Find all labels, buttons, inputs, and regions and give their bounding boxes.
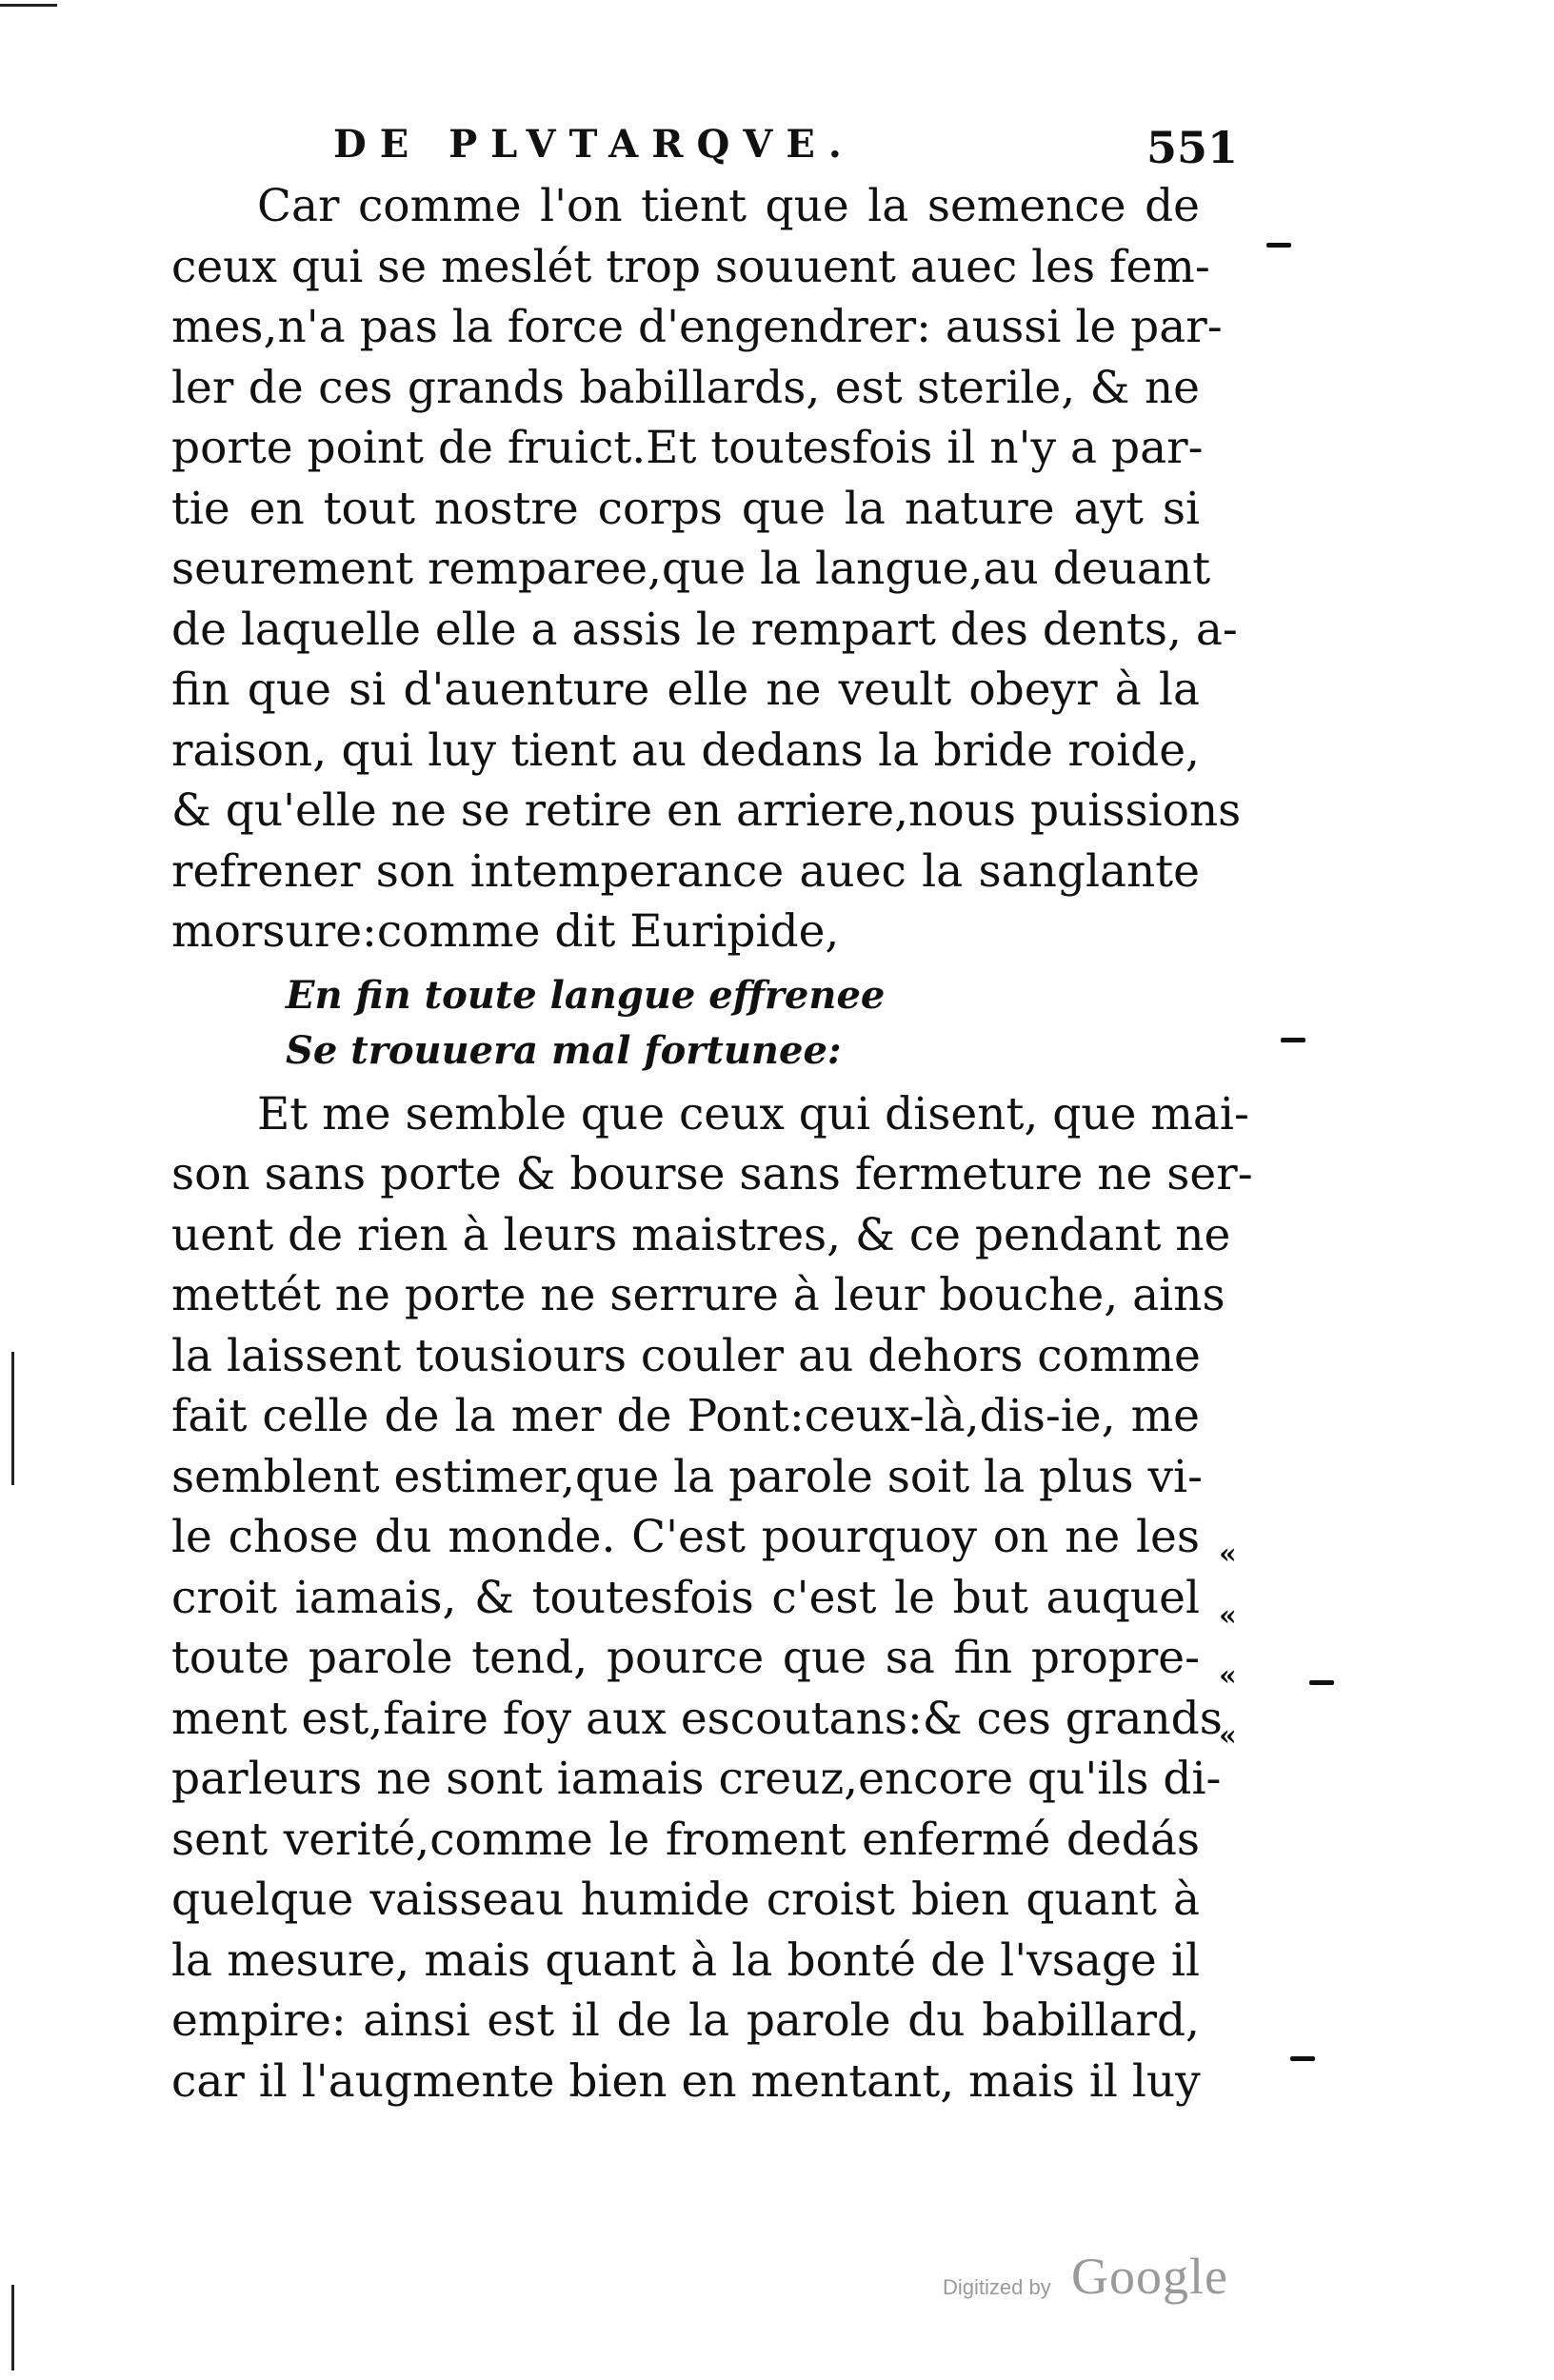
- text-line: sent verité,comme le froment enfermé dedás: [171, 1813, 1200, 1866]
- text-line: empire: ainsi est il de la parole du babillard,: [171, 1994, 1200, 2047]
- text-line: refrener son intemperance auec la sanglante: [171, 844, 1200, 898]
- margin-mark: [1309, 1680, 1334, 1685]
- margin-quote-mark: «: [1219, 1537, 1237, 1571]
- text-line: la laissent tousiours couler au dehors comme: [171, 1329, 1201, 1382]
- text-line: toute parole tend, pource que sa fin propre-: [171, 1632, 1200, 1684]
- text-line: mettét ne porte ne serrure à leur bouche, ains: [171, 1269, 1225, 1321]
- text-line: mes,n'a pas la force d'engendrer: aussi le par-: [171, 301, 1223, 353]
- scan-edge: [11, 2285, 14, 2370]
- text-line: ceux qui se meslét trop souuent auec les fem-: [171, 240, 1210, 293]
- text-line: car il l'augmente bien en mentant, mais il luy: [171, 2054, 1201, 2108]
- margin-mark: [1266, 243, 1291, 248]
- scan-edge: [11, 1352, 14, 1485]
- body-text: [171, 176, 1253, 2112]
- text-line: morsure:comme dit Euripide,: [171, 905, 840, 958]
- text-line: de laquelle elle a assis le rempart des dents, a-: [171, 603, 1238, 656]
- text-line: quelque vaisseau humide croist bien quant à: [171, 1874, 1200, 1926]
- margin-quote-mark: «: [1219, 1719, 1237, 1753]
- verse-line: Se trouuera mal fortunee:: [286, 1027, 842, 1073]
- text-line: son sans porte & bourse sans fermeture ne ser-: [171, 1148, 1253, 1200]
- text-line: raison, qui luy tient au dedans la bride roide,: [171, 724, 1200, 777]
- text-line: porte point de fruict.Et toutesfois il n'y a par-: [171, 422, 1204, 474]
- text-line: tie en tout nostre corps que la nature ayt si: [171, 482, 1200, 535]
- text-line: & qu'elle ne se retire en arriere,nous puissions: [171, 784, 1242, 837]
- text-line: seurement remparee,que la langue,au deuant: [171, 543, 1211, 595]
- margin-quote-mark: «: [1219, 1659, 1237, 1693]
- text-line: ment est,faire foy aux escoutans:& ces grands: [171, 1692, 1223, 1745]
- watermark-prefix: Digitized by: [943, 2275, 1051, 2299]
- scan-edge: [0, 4, 57, 7]
- page-header: [324, 122, 1238, 173]
- text-line: parleurs ne sont iamais creuz,encore qu'ils di-: [171, 1753, 1222, 1805]
- text-line: Car comme l'on tient que la semence de: [257, 180, 1200, 232]
- text-line: fin que si d'auenture elle ne veult obeyr à la: [171, 664, 1200, 716]
- text-line: la mesure, mais quant à la bonté de l'vsage il: [171, 1934, 1200, 1987]
- verse-line: En fin toute langue effrenee: [286, 972, 886, 1018]
- text-line: Et me semble que ceux qui disent, que mai-: [257, 1087, 1249, 1140]
- digitized-watermark: [943, 2247, 1257, 2313]
- google-logo: Google: [1071, 2248, 1228, 2305]
- text-line: croit iamais, & toutesfois c'est le but auquel: [171, 1571, 1200, 1624]
- text-line: le chose du monde. C'est pourquoy on ne les: [171, 1511, 1200, 1563]
- margin-mark: [1281, 1038, 1305, 1042]
- margin-mark: [1290, 2056, 1315, 2061]
- text-line: ler de ces grands babillards, est sterile, & ne: [171, 361, 1200, 414]
- text-line: uent de rien à leurs maistres, & ce pendant ne: [171, 1208, 1231, 1261]
- text-line: fait celle de la mer de Pont:ceux-là,dis-ie, me: [171, 1390, 1200, 1442]
- running-head: DE PLVTARQVE.: [333, 122, 855, 167]
- margin-quote-mark: «: [1219, 1599, 1237, 1633]
- text-line: semblent estimer,que la parole soit la plus vi-: [171, 1450, 1203, 1503]
- page-number: 551: [1146, 122, 1238, 173]
